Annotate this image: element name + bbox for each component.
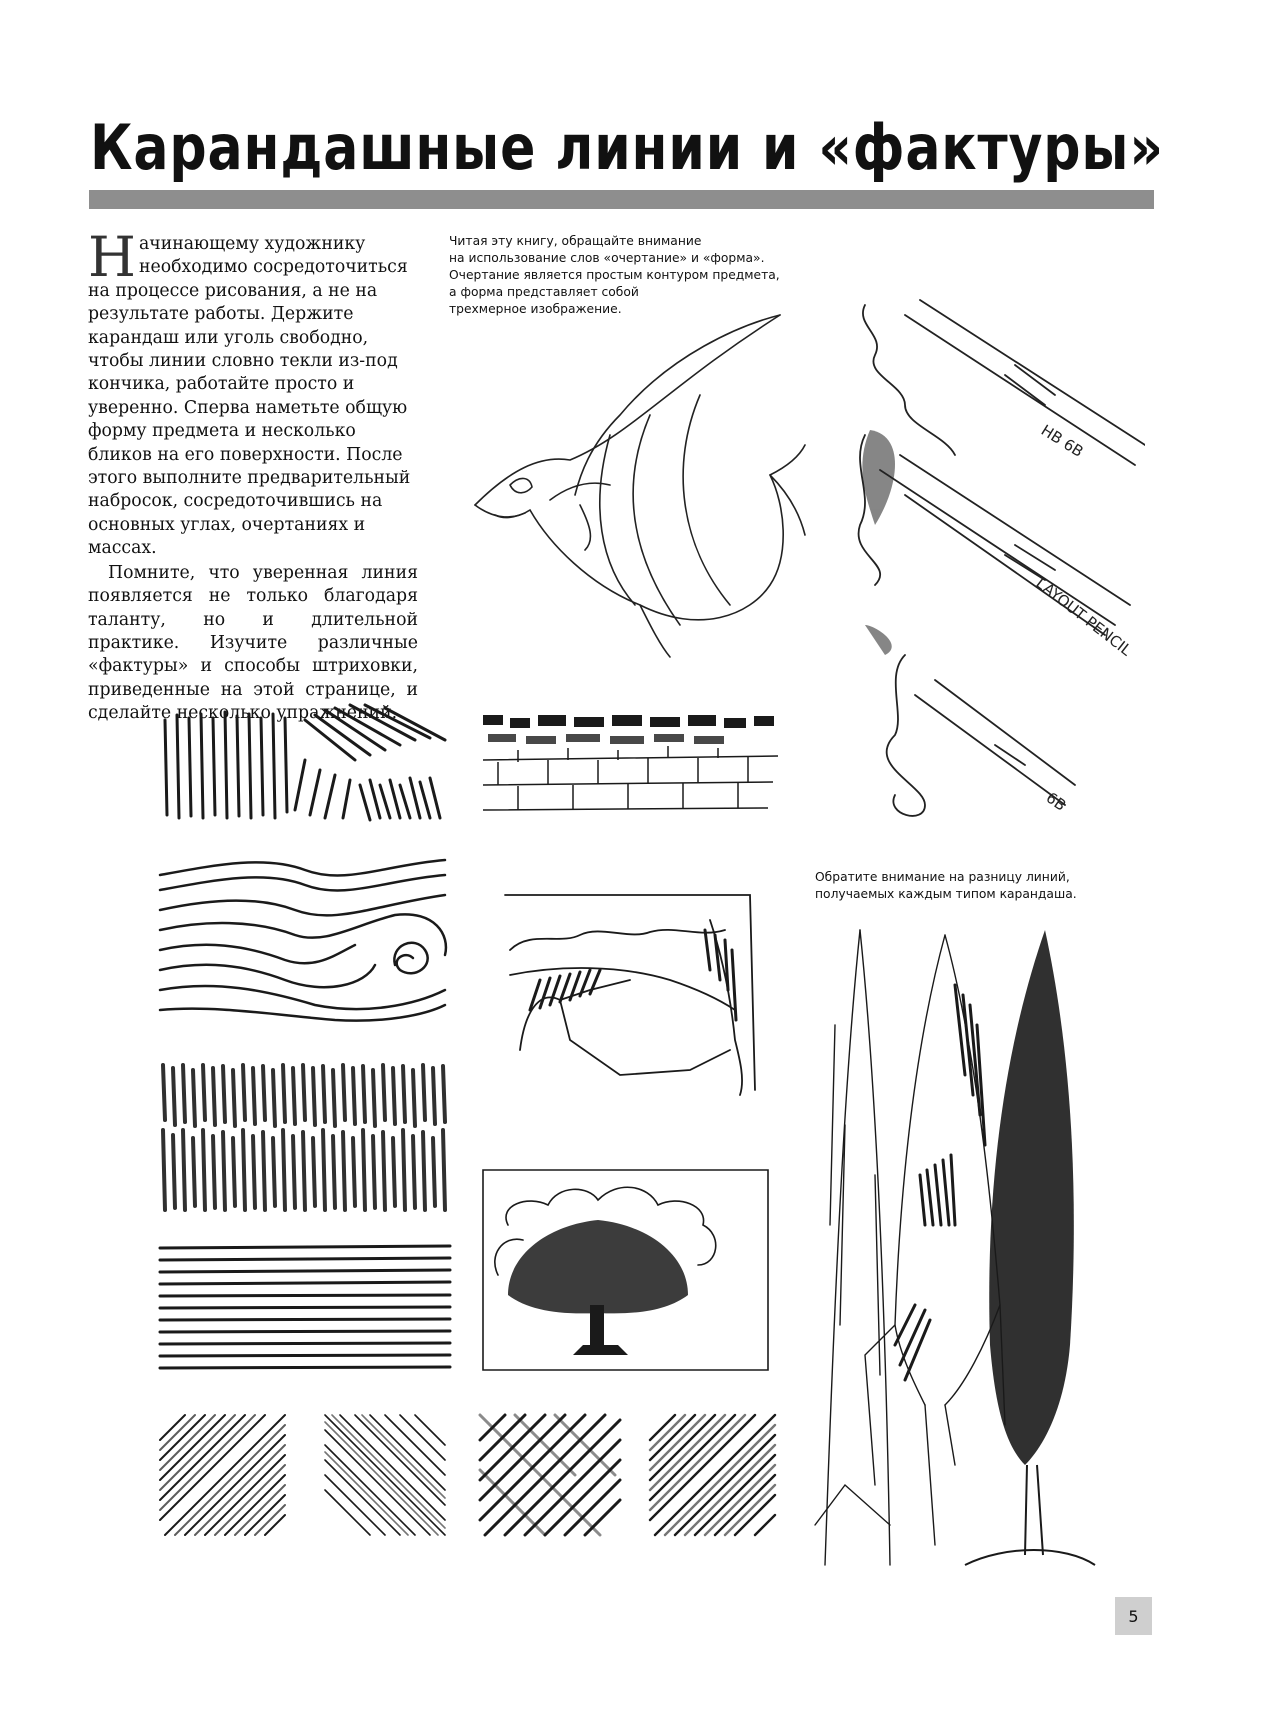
pencil-types-sketch	[845, 295, 1145, 835]
intro-paragraph-1-text: ачинающему художнику необходимо сосредоточиться на процессе рисования, а не на результате работы. Держите карандаш или уголь свободно, чтобы линии словно текли из-под кончика, работайте просто и уверенно. Сперва наметьте общую форму предмета и несколько бликов на его поверхности. После этого выполните предварительный набросок, сосредоточившись на основных углах, очертаниях и массах.	[88, 234, 411, 559]
drop-cap: Н	[88, 225, 136, 289]
texture-vertical-hatching	[155, 700, 455, 825]
pencil-label-layout: LAYOUT PENCIL	[1032, 573, 1135, 660]
page-number: 5	[1128, 1606, 1139, 1626]
texture-horizontal-lines	[155, 1240, 455, 1380]
texture-diagonal-hatch-2	[320, 1410, 450, 1540]
caption-line: на использование слов «очертание» и «форма».	[449, 251, 765, 265]
caption-line: Читая эту книгу, обращайте внимание	[449, 234, 702, 248]
tree-sketch	[478, 1165, 778, 1375]
intro-paragraph-1	[88, 225, 418, 561]
caption-line: а форма представляет собой	[449, 285, 639, 299]
intro-paragraph-2: Помните, что уверенная линия появляется не только благодаря таланту, но и длительной практике. Изучите различные «фактуры» и способы штриховки, приведенные на этой странице, и сделайте несколько упражнений.	[88, 562, 418, 724]
page-number-box	[1115, 1597, 1152, 1635]
title-rule	[89, 190, 1154, 209]
texture-diagonal-hatch-3	[475, 1410, 625, 1540]
caption-line: получаемых каждым типом карандаша.	[815, 887, 1077, 901]
texture-diagonal-hatch-1	[155, 1410, 290, 1540]
fish-sketch	[470, 305, 810, 665]
caption-line: трехмерное изображение.	[449, 302, 622, 316]
caption-pencil-types	[815, 869, 1135, 903]
intro-text	[88, 225, 418, 726]
pencil-label-hb6b: HB 6B	[1037, 421, 1087, 461]
landscape-sketch	[500, 890, 765, 1100]
page-title: Карандашные линии и «фактуры»	[90, 111, 1164, 184]
texture-bricks	[478, 710, 788, 825]
texture-dense-strokes	[155, 1060, 455, 1215]
pencil-label-6b: 6B	[1042, 788, 1070, 815]
caption-line: Очертание является простым контуром предмета,	[449, 268, 780, 282]
texture-waves	[155, 855, 455, 1025]
cypress-trees-sketch	[805, 925, 1105, 1575]
texture-diagonal-hatch-4	[645, 1410, 780, 1540]
caption-line: Обратите внимание на разницу линий,	[815, 870, 1070, 884]
